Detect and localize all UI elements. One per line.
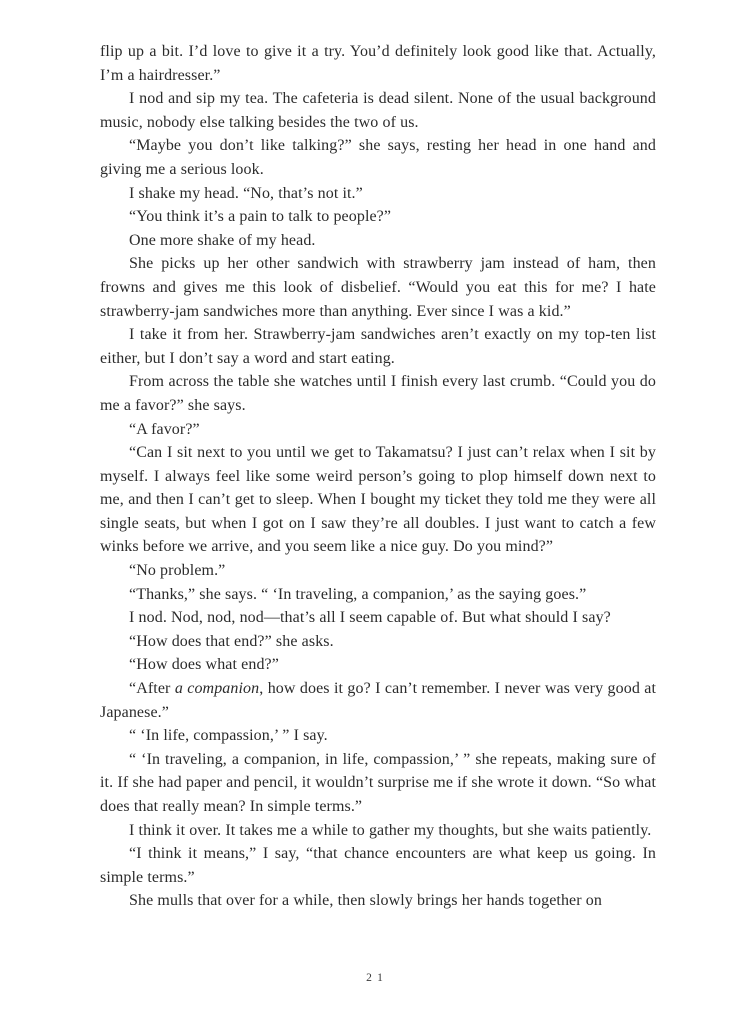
paragraph <box>100 134 656 181</box>
italic-phrase: a companion <box>174 680 260 698</box>
paragraph <box>100 559 656 583</box>
paragraph <box>100 606 656 630</box>
text-run: “ ‘In traveling, a companion, in life, compassion,’ ” she repeats, making sure of it. If she had paper and pencil, it wouldn’t surprise me if she wrote it down. “So what does that really mean? In simple terms.” <box>100 750 656 815</box>
paragraph <box>100 819 656 843</box>
paragraph <box>100 40 656 87</box>
paragraph <box>100 889 656 913</box>
text-run: “I think it means,” I say, “that chance encounters are what keep us going. In simple terms.” <box>100 845 656 886</box>
text-run: “ ‘In life, compassion,’ ” I say. <box>129 727 328 745</box>
text-run: I take it from her. Strawberry-jam sandwiches aren’t exactly on my top-ten list either, but I don’t say a word and start eating. <box>100 326 656 367</box>
text-run: “A favor?” <box>129 420 200 438</box>
paragraph <box>100 252 656 323</box>
text-run: “After <box>129 680 175 698</box>
paragraph <box>100 583 656 607</box>
text-run: I shake my head. “No, that’s not it.” <box>129 184 363 202</box>
paragraph <box>100 630 656 654</box>
paragraph <box>100 653 656 677</box>
paragraph <box>100 724 656 748</box>
paragraph <box>100 182 656 206</box>
page-text <box>100 40 656 913</box>
text-run: “Maybe you don’t like talking?” she says, resting her head in one hand and giving me a serious look. <box>100 137 656 178</box>
text-run: “Can I sit next to you until we get to Takamatsu? I just can’t relax when I sit by myself. I always feel like some weird person’s going to plop himself down next to me, and then I can’t get to sleep. When I bought my ticket they told me they were all single seats, but when I got on I saw they’re all doubles. I just want to catch a few winks before we arrive, and you seem like a nice guy. Do you mind?” <box>100 444 656 556</box>
text-run: “Thanks,” she says. “ ‘In traveling, a companion,’ as the saying goes.” <box>129 585 587 603</box>
paragraph <box>100 441 656 559</box>
text-run: “You think it’s a pain to talk to people?” <box>129 208 392 226</box>
text-run: I think it over. It takes me a while to gather my thoughts, but she waits patiently. <box>129 821 652 839</box>
paragraph <box>100 87 656 134</box>
text-run: flip up a bit. I’d love to give it a try. You’d definitely look good like that. Actually, I’m a hairdresser.” <box>100 43 656 84</box>
text-run: She picks up her other sandwich with strawberry jam instead of ham, then frowns and gives me this look of disbelief. “Would you eat this for me? I hate strawberry-jam sandwiches more than anything. Ever since I was a kid.” <box>100 255 656 320</box>
text-run: From across the table she watches until I finish every last crumb. “Could you do me a favor?” she says. <box>100 373 656 414</box>
text-run: I nod and sip my tea. The cafeteria is dead silent. None of the usual background music, nobody else talking besides the two of us. <box>100 90 656 131</box>
text-run: , how does it go? I can’t remember. I never was very good at Japanese.” <box>100 680 657 721</box>
text-run: She mulls that over for a while, then slowly brings her hands together on <box>129 892 602 910</box>
paragraph <box>100 748 656 819</box>
paragraph <box>100 418 656 442</box>
paragraph <box>100 229 656 253</box>
text-run: One more shake of my head. <box>129 231 316 249</box>
text-run: I nod. Nod, nod, nod—that’s all I seem capable of. But what should I say? <box>129 609 611 627</box>
text-run: “How does that end?” she asks. <box>129 632 334 650</box>
paragraph <box>100 677 656 724</box>
text-run: “How does what end?” <box>129 656 279 674</box>
text-run: “No problem.” <box>129 562 226 580</box>
paragraph <box>100 370 656 417</box>
paragraph <box>100 205 656 229</box>
page-number: 21 <box>366 972 389 984</box>
paragraph <box>100 842 656 889</box>
paragraph <box>100 323 656 370</box>
